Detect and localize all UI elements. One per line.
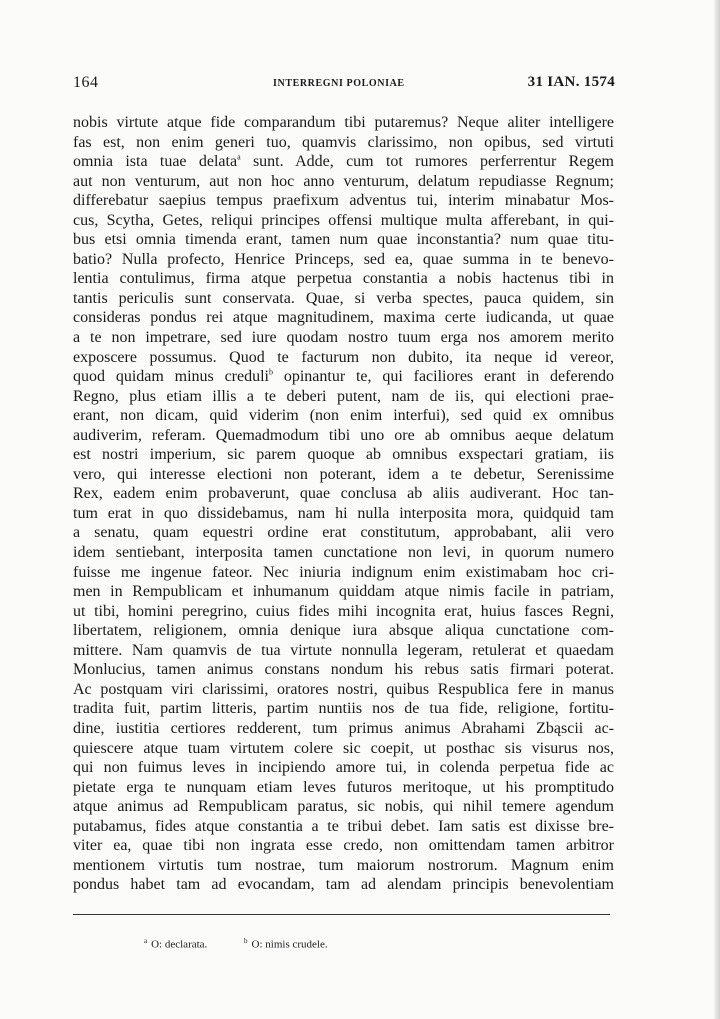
text-line [73, 621, 614, 641]
text-line [73, 172, 614, 192]
line-text: tradita fuit, partim litteris, partim nuntiis nos de tua fide, religione, fortitu- [73, 700, 614, 718]
text-line [73, 113, 614, 133]
text-line [73, 543, 614, 563]
line-text: nobis virtute atque fide comparandum tibi putaremus? Neque aliter intelligere [73, 114, 614, 131]
line-text: fas est, non enim generi tuo, quamvis clarissimo, non opibus, sed virtuti [73, 133, 614, 151]
text-line [73, 191, 614, 211]
footnote-marker: a [144, 937, 148, 945]
text-line [73, 778, 614, 798]
line-text: consideras pondus rei atque magnitudinem, maxima certe iudicanda, ut quae [73, 309, 614, 327]
main-text [73, 113, 614, 895]
line-text: erant, non dicam, quid viderim (non enim interfui), sed quid ex omnibus [73, 407, 614, 425]
line-text: fuisse me ingenue fateor. Nec iniuria indignum enim existimabam hoc cri- [73, 563, 614, 581]
text-line [73, 348, 614, 368]
line-text: ut tibi, homini peregrino, cuius fides mihi incognita erat, huius fasces Regni, [73, 602, 614, 620]
line-text: pietate erga te nunquam etiam leves futuros meritoque, ut his promptitudo [73, 778, 614, 796]
text-line [73, 328, 614, 348]
line-text: qui non fuimus leves in incipiendo amore tui, in colenda perpetua fide ac [73, 759, 614, 777]
line-text: dine, iustitia certiores redderent, tum primus animus Abrahami Zbąscii ac- [73, 719, 614, 737]
text-line [73, 308, 614, 328]
line-text: audiverim, referam. Quemadmodum tibi uno ore ab omnibus aeque delatum [73, 426, 614, 444]
footnotes [144, 937, 362, 951]
text-line [73, 426, 614, 446]
line-text: omnia ista tuae delata [73, 153, 238, 171]
text-line [73, 739, 614, 759]
footnote-divider [73, 914, 610, 915]
line-text: a senatu, quam equestri ordine erat constitutum, approbabant, alii vero [73, 524, 614, 542]
line-text: viter ea, quae tibi non ingrata esse credo, non omittendam tamen arbitror [73, 837, 614, 855]
text-line [73, 484, 614, 504]
text-line [73, 445, 614, 465]
line-text-continued: sunt. Adde, cum tot rumores perferrentur Regem [240, 153, 614, 171]
line-text: men in Rempublicam et inhumanum quiddam atque nimis facile in patriam, [73, 583, 614, 601]
text-line [73, 856, 614, 876]
line-text: batio? Nulla profecto, Henrice Princeps, sed ea, quae summa in te benevo- [73, 250, 614, 268]
text-line [73, 797, 614, 817]
line-text: quod quidam minus creduli [73, 368, 270, 386]
text-line [73, 152, 614, 172]
text-line [73, 289, 614, 309]
text-line [73, 699, 614, 719]
text-line [73, 387, 614, 407]
line-text: est nostri imperium, sic parem quoque ab omnibus exspectari gratiam, iis [73, 446, 614, 464]
line-text: idem sentiebant, interposita tamen cunctatione non levi, in quorum numero [73, 544, 614, 562]
footnote-reference: a [237, 152, 241, 162]
text-line [73, 465, 614, 485]
text-line [73, 133, 614, 153]
line-text: tantis periculis sunt conservata. Quae, si verba spectes, pauca quidem, sin [73, 289, 614, 307]
line-text-continued: opinantur te, qui faciliores erant in deferendo [273, 368, 615, 386]
text-line [73, 660, 614, 680]
text-line [73, 680, 614, 700]
line-text: Rex, eadem enim probaverunt, quae conclusa ab aliis audiverant. Hoc tan- [73, 485, 614, 503]
text-line [73, 523, 614, 543]
running-title: INTERREGNI POLONIAE [273, 78, 405, 89]
line-text: exposcere possumus. Quod te facturum non dubito, ita neque id vereor, [73, 348, 614, 366]
footnote-a [144, 937, 207, 951]
line-text: Regno, plus etiam illis a te deberi putent, nam de iis, qui electioni prae- [73, 387, 614, 405]
text-line [73, 406, 614, 426]
line-text: aut non venturum, aut non hoc anno venturum, delatum repudiasse Regnum; [73, 172, 614, 190]
line-text: bus etsi omnia timenda erant, tamen num quae inconstantia? num quae titu- [73, 231, 614, 249]
line-text: vero, qui interesse electioni non poterant, idem a te debetur, Serenissime [73, 465, 614, 483]
line-text: differebatur saepius tempus praefixum adventus tui, interim minabatur Mos- [73, 192, 614, 210]
line-text: atque animus ad Rempublicam paratus, sic nobis, qui nihil temere agendum [73, 798, 614, 816]
text-line [73, 269, 614, 289]
line-text: libertatem, religionem, omnia denique iura absque aliqua cunctatione com- [73, 622, 614, 640]
line-text: putabamus, fides atque constantia a te tribui debet. Iam satis est dixisse bre- [73, 817, 614, 835]
line-text: cus, Scytha, Getes, reliqui principes offensi multique multa afferebant, in qui- [73, 211, 614, 229]
line-text: lentia contulimus, firma atque perpetua constantia a nobis hactenus tibi in [73, 270, 614, 288]
line-text: tum erat in quo dissidebamus, nam hi nulla interposita mora, quidquid tam [73, 504, 614, 522]
text-line [73, 250, 614, 270]
line-text: a te non impetrare, sed iure quodam nostro tuum erga nos amorem merito [73, 329, 614, 347]
text-line [73, 230, 614, 250]
line-text: mentionem virtutis tum nostrae, tum maiorum nostrorum. Magnum enim [73, 856, 614, 874]
line-text: mittere. Nam quamvis de tua virtute nonnulla legeram, retulerat et quaedam [73, 641, 614, 659]
text-line [73, 758, 614, 778]
text-line [73, 836, 614, 856]
text-line [73, 817, 614, 837]
page-header [73, 74, 615, 96]
line-text: pondus habet tam ad evocandam, tam ad alendam principis benevolentiam [73, 876, 614, 894]
text-line [73, 582, 614, 602]
text-line [73, 563, 614, 583]
line-text: Monlucius, tamen animus constans nondum his rebus satis firmari poterat. [73, 661, 614, 679]
text-line [73, 602, 614, 622]
text-line [73, 211, 614, 231]
text-line [73, 504, 614, 524]
text-line [73, 719, 614, 739]
footnote-text: O: nimis crudele. [251, 938, 328, 951]
line-text: Ac postquam viri clarissimi, oratores nostri, quibus Respublica fere in manus [73, 680, 614, 698]
text-line [73, 367, 614, 387]
line-text: quiescere atque tuam virtutem colere sic coepit, ut posthac sis visurus nos, [73, 739, 614, 757]
page-edge-shadow [714, 0, 720, 1019]
footnote-reference: b [269, 367, 274, 377]
footnote-b [244, 937, 328, 951]
header-date: 31 IAN. 1574 [527, 74, 615, 90]
text-line [73, 875, 614, 895]
footnote-text: O: declarata. [151, 938, 208, 951]
text-line [73, 641, 614, 661]
footnote-marker: b [244, 937, 248, 945]
page-number: 164 [73, 74, 99, 91]
